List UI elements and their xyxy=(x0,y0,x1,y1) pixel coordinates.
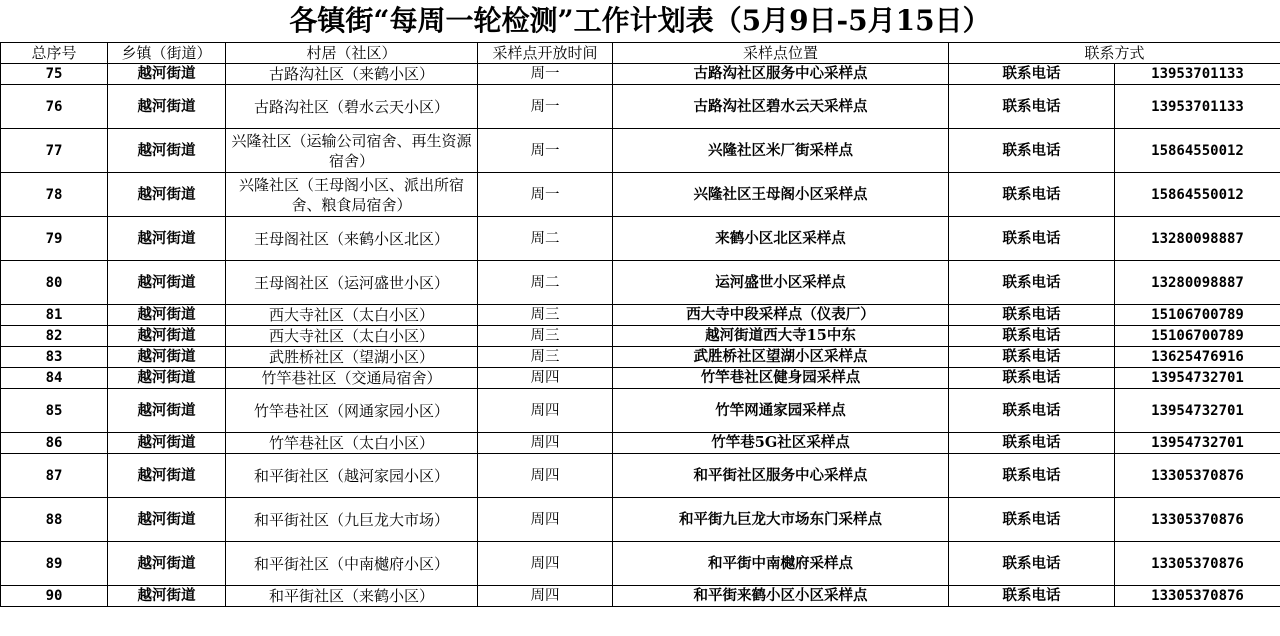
open-day-cell: 周四 xyxy=(478,498,613,542)
table-row xyxy=(1,85,1280,129)
site-location-cell: 和平街中南樾府采样点 xyxy=(613,542,949,586)
site-location-cell: 古路沟社区服务中心采样点 xyxy=(613,64,949,85)
phone-number-cell: 13280098887 xyxy=(1115,261,1280,305)
village-cell: 和平街社区（越河家园小区） xyxy=(226,454,478,498)
open-day-cell: 周四 xyxy=(478,389,613,433)
serial-no-cell: 80 xyxy=(1,261,108,305)
open-day-cell: 周二 xyxy=(478,217,613,261)
serial-no-cell: 88 xyxy=(1,498,108,542)
serial-no-cell: 75 xyxy=(1,64,108,85)
serial-no-cell: 87 xyxy=(1,454,108,498)
serial-no-cell: 78 xyxy=(1,173,108,217)
phone-number-cell: 13953701133 xyxy=(1115,85,1280,129)
town-cell: 越河街道 xyxy=(108,326,226,347)
phone-number-cell: 13953701133 xyxy=(1115,64,1280,85)
table-row xyxy=(1,586,1280,607)
serial-no-cell: 89 xyxy=(1,542,108,586)
village-cell: 竹竿巷社区（太白小区） xyxy=(226,433,478,454)
village-cell: 和平街社区（中南樾府小区） xyxy=(226,542,478,586)
site-location-cell: 古路沟社区碧水云天采样点 xyxy=(613,85,949,129)
open-day-cell: 周一 xyxy=(478,173,613,217)
open-day-cell: 周三 xyxy=(478,347,613,368)
open-day-cell: 周二 xyxy=(478,261,613,305)
phone-number-cell: 15106700789 xyxy=(1115,305,1280,326)
header-open-time: 采样点开放时间 xyxy=(478,43,613,64)
schedule-table xyxy=(0,42,1280,607)
village-cell: 古路沟社区（来鹤小区） xyxy=(226,64,478,85)
contact-label-cell: 联系电话 xyxy=(949,347,1115,368)
header-site-location: 采样点位置 xyxy=(613,43,949,64)
site-location-cell: 兴隆社区王母阁小区采样点 xyxy=(613,173,949,217)
town-cell: 越河街道 xyxy=(108,173,226,217)
contact-label-cell: 联系电话 xyxy=(949,326,1115,347)
open-day-cell: 周四 xyxy=(478,433,613,454)
phone-number-cell: 13625476916 xyxy=(1115,347,1280,368)
contact-label-cell: 联系电话 xyxy=(949,454,1115,498)
site-location-cell: 竹竿巷5G社区采样点 xyxy=(613,433,949,454)
serial-no-cell: 90 xyxy=(1,586,108,607)
open-day-cell: 周四 xyxy=(478,454,613,498)
header-town: 乡镇（街道） xyxy=(108,43,226,64)
village-cell: 竹竿巷社区（网通家园小区） xyxy=(226,389,478,433)
village-cell: 兴隆社区（运输公司宿舍、再生资源宿舍） xyxy=(226,129,478,173)
table-row xyxy=(1,368,1280,389)
open-day-cell: 周四 xyxy=(478,542,613,586)
phone-number-cell: 13305370876 xyxy=(1115,498,1280,542)
town-cell: 越河街道 xyxy=(108,305,226,326)
contact-label-cell: 联系电话 xyxy=(949,368,1115,389)
phone-number-cell: 15106700789 xyxy=(1115,326,1280,347)
serial-no-cell: 79 xyxy=(1,217,108,261)
contact-label-cell: 联系电话 xyxy=(949,217,1115,261)
phone-number-cell: 13954732701 xyxy=(1115,368,1280,389)
site-location-cell: 和平街九巨龙大市场东门采样点 xyxy=(613,498,949,542)
table-row xyxy=(1,498,1280,542)
open-day-cell: 周一 xyxy=(478,85,613,129)
town-cell: 越河街道 xyxy=(108,454,226,498)
site-location-cell: 和平街社区服务中心采样点 xyxy=(613,454,949,498)
phone-number-cell: 13305370876 xyxy=(1115,454,1280,498)
site-location-cell: 竹竿巷社区健身园采样点 xyxy=(613,368,949,389)
site-location-cell: 武胜桥社区望湖小区采样点 xyxy=(613,347,949,368)
town-cell: 越河街道 xyxy=(108,433,226,454)
phone-number-cell: 13280098887 xyxy=(1115,217,1280,261)
open-day-cell: 周四 xyxy=(478,586,613,607)
town-cell: 越河街道 xyxy=(108,261,226,305)
village-cell: 王母阁社区（运河盛世小区） xyxy=(226,261,478,305)
table-row xyxy=(1,433,1280,454)
site-location-cell: 运河盛世小区采样点 xyxy=(613,261,949,305)
town-cell: 越河街道 xyxy=(108,129,226,173)
table-row xyxy=(1,261,1280,305)
open-day-cell: 周三 xyxy=(478,305,613,326)
serial-no-cell: 83 xyxy=(1,347,108,368)
contact-label-cell: 联系电话 xyxy=(949,498,1115,542)
village-cell: 武胜桥社区（望湖小区） xyxy=(226,347,478,368)
open-day-cell: 周三 xyxy=(478,326,613,347)
contact-label-cell: 联系电话 xyxy=(949,305,1115,326)
serial-no-cell: 77 xyxy=(1,129,108,173)
table-header-row xyxy=(1,43,1280,64)
site-location-cell: 西大寺中段采样点（仪表厂） xyxy=(613,305,949,326)
site-location-cell: 兴隆社区米厂街采样点 xyxy=(613,129,949,173)
phone-number-cell: 15864550012 xyxy=(1115,173,1280,217)
phone-number-cell: 13954732701 xyxy=(1115,389,1280,433)
contact-label-cell: 联系电话 xyxy=(949,173,1115,217)
village-cell: 竹竿巷社区（交通局宿舍） xyxy=(226,368,478,389)
open-day-cell: 周一 xyxy=(478,64,613,85)
contact-label-cell: 联系电话 xyxy=(949,586,1115,607)
town-cell: 越河街道 xyxy=(108,498,226,542)
village-cell: 和平街社区（来鹤小区） xyxy=(226,586,478,607)
table-row xyxy=(1,64,1280,85)
village-cell: 西大寺社区（太白小区） xyxy=(226,305,478,326)
serial-no-cell: 82 xyxy=(1,326,108,347)
village-cell: 古路沟社区（碧水云天小区） xyxy=(226,85,478,129)
page-title: 各镇街“每周一轮检测”工作计划表（5月9日-5月15日） xyxy=(289,4,991,37)
town-cell: 越河街道 xyxy=(108,586,226,607)
table-row xyxy=(1,542,1280,586)
town-cell: 越河街道 xyxy=(108,85,226,129)
town-cell: 越河街道 xyxy=(108,64,226,85)
village-cell: 兴隆社区（王母阁小区、派出所宿舍、粮食局宿舍） xyxy=(226,173,478,217)
town-cell: 越河街道 xyxy=(108,542,226,586)
phone-number-cell: 13305370876 xyxy=(1115,586,1280,607)
site-location-cell: 和平街来鹤小区小区采样点 xyxy=(613,586,949,607)
town-cell: 越河街道 xyxy=(108,347,226,368)
site-location-cell: 越河街道西大寺15中东 xyxy=(613,326,949,347)
table-row xyxy=(1,454,1280,498)
town-cell: 越河街道 xyxy=(108,217,226,261)
serial-no-cell: 84 xyxy=(1,368,108,389)
site-location-cell: 竹竿网通家园采样点 xyxy=(613,389,949,433)
header-village: 村居（社区） xyxy=(226,43,478,64)
table-row xyxy=(1,389,1280,433)
contact-label-cell: 联系电话 xyxy=(949,542,1115,586)
contact-label-cell: 联系电话 xyxy=(949,129,1115,173)
phone-number-cell: 15864550012 xyxy=(1115,129,1280,173)
town-cell: 越河街道 xyxy=(108,368,226,389)
contact-label-cell: 联系电话 xyxy=(949,85,1115,129)
open-day-cell: 周四 xyxy=(478,368,613,389)
site-location-cell: 来鹤小区北区采样点 xyxy=(613,217,949,261)
contact-label-cell: 联系电话 xyxy=(949,64,1115,85)
table-row xyxy=(1,173,1280,217)
serial-no-cell: 85 xyxy=(1,389,108,433)
phone-number-cell: 13305370876 xyxy=(1115,542,1280,586)
table-row xyxy=(1,326,1280,347)
village-cell: 王母阁社区（来鹤小区北区） xyxy=(226,217,478,261)
header-serial-no: 总序号 xyxy=(1,43,108,64)
open-day-cell: 周一 xyxy=(478,129,613,173)
serial-no-cell: 76 xyxy=(1,85,108,129)
phone-number-cell: 13954732701 xyxy=(1115,433,1280,454)
table-row xyxy=(1,347,1280,368)
header-contact: 联系方式 xyxy=(949,43,1280,64)
village-cell: 和平街社区（九巨龙大市场） xyxy=(226,498,478,542)
town-cell: 越河街道 xyxy=(108,389,226,433)
table-row xyxy=(1,217,1280,261)
serial-no-cell: 81 xyxy=(1,305,108,326)
contact-label-cell: 联系电话 xyxy=(949,433,1115,454)
contact-label-cell: 联系电话 xyxy=(949,261,1115,305)
contact-label-cell: 联系电话 xyxy=(949,389,1115,433)
table-row xyxy=(1,129,1280,173)
village-cell: 西大寺社区（太白小区） xyxy=(226,326,478,347)
serial-no-cell: 86 xyxy=(1,433,108,454)
table-row xyxy=(1,305,1280,326)
